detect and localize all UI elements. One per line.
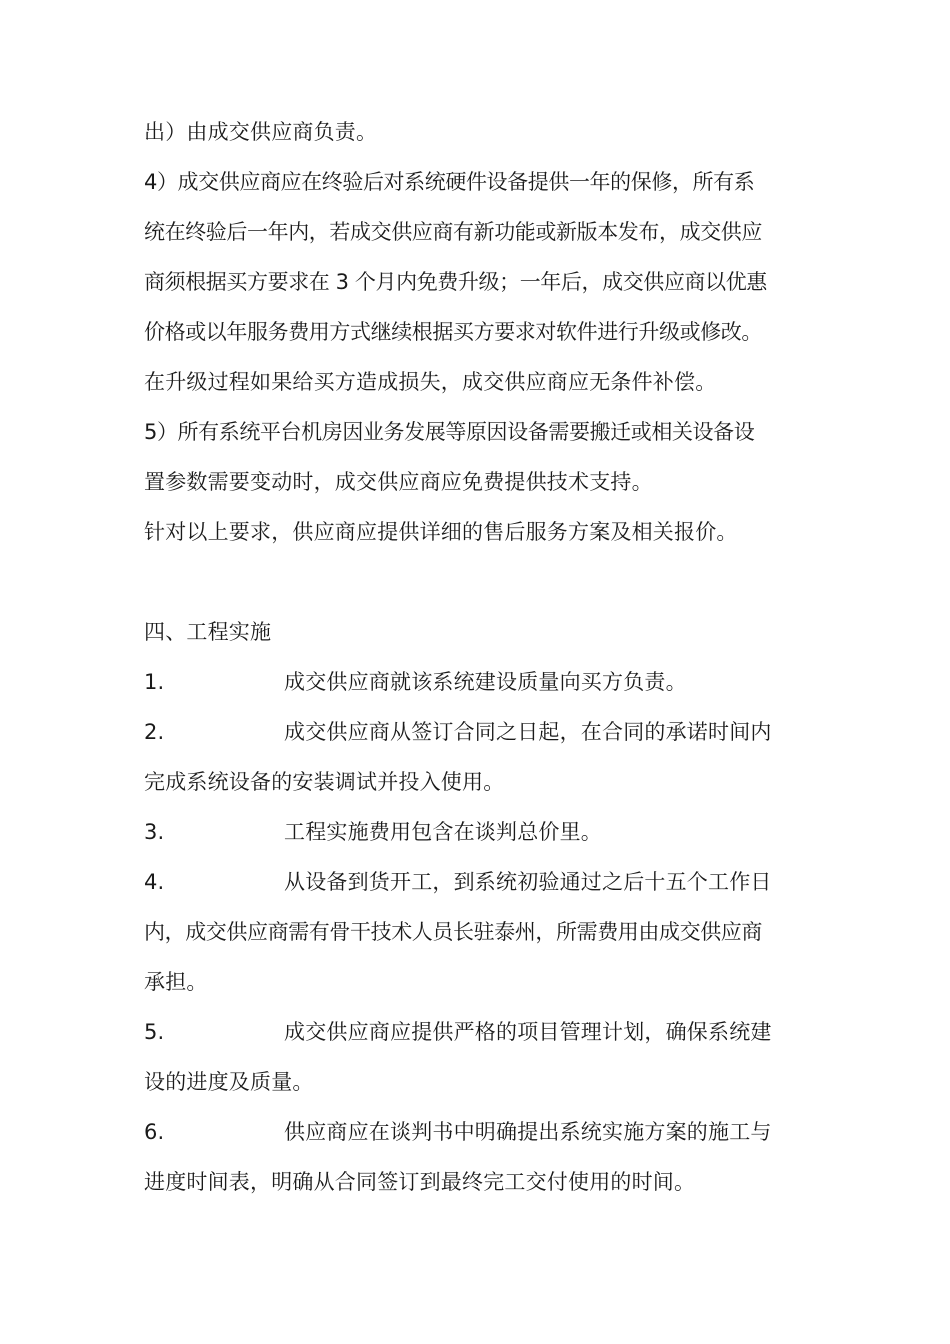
item-number: 3. (144, 820, 165, 844)
paragraph-line: 4）成交供应商应在终验后对系统硬件设备提供一年的保修，所有系 (144, 170, 755, 194)
section-heading: 四、工程实施 (144, 620, 272, 644)
paragraph-line: 价格或以年服务费用方式继续根据买方要求对软件进行升级或修改。 (144, 320, 762, 344)
item-number: 2. (144, 720, 165, 744)
list-item (144, 862, 808, 912)
item-continuation: 承担。 (144, 970, 208, 994)
item-continuation: 完成系统设备的安装调试并投入使用。 (144, 770, 505, 794)
item-continuation: 进度时间表，明确从合同签订到最终完工交付使用的时间。 (144, 1170, 696, 1194)
item-text: 成交供应商从签订合同之日起，在合同的承诺时间内 (284, 720, 772, 744)
item-text: 成交供应商应提供严格的项目管理计划，确保系统建 (284, 1020, 772, 1044)
list-item (144, 1012, 808, 1062)
paragraph-line: 置参数需要变动时，成交供应商应免费提供技术支持。 (144, 470, 653, 494)
paragraph-line: 在升级过程如果给买方造成损失，成交供应商应无条件补偿。 (144, 370, 717, 394)
item-continuation: 内，成交供应商需有骨干技术人员长驻泰州，所需费用由成交供应商 (144, 920, 762, 944)
list-item (144, 1112, 808, 1162)
paragraph-line: 出）由成交供应商负责。 (144, 120, 378, 144)
document-body (144, 112, 808, 1212)
item-text: 从设备到货开工，到系统初验通过之后十五个工作日 (284, 870, 772, 894)
item-number: 6. (144, 1120, 165, 1144)
list-item (144, 712, 808, 762)
item-continuation: 设的进度及质量。 (144, 1070, 314, 1094)
paragraph-line: 针对以上要求，供应商应提供详细的售后服务方案及相关报价。 (144, 520, 738, 544)
paragraph-line: 统在终验后一年内，若成交供应商有新功能或新版本发布，成交供应 (144, 220, 762, 244)
item-text: 供应商应在谈判书中明确提出系统实施方案的施工与 (284, 1120, 772, 1144)
paragraph-line: 5）所有系统平台机房因业务发展等原因设备需要搬迁或相关设备设 (144, 420, 755, 444)
item-number: 5. (144, 1020, 165, 1044)
blank-line (144, 562, 808, 612)
item-text: 成交供应商就该系统建设质量向买方负责。 (284, 670, 687, 694)
list-item (144, 812, 808, 862)
list-item (144, 662, 808, 712)
item-text: 工程实施费用包含在谈判总价里。 (284, 820, 602, 844)
item-number: 1. (144, 670, 165, 694)
item-number: 4. (144, 870, 165, 894)
paragraph-line: 商须根据买方要求在 3 个月内免费升级；一年后，成交供应商以优惠 (144, 270, 767, 294)
